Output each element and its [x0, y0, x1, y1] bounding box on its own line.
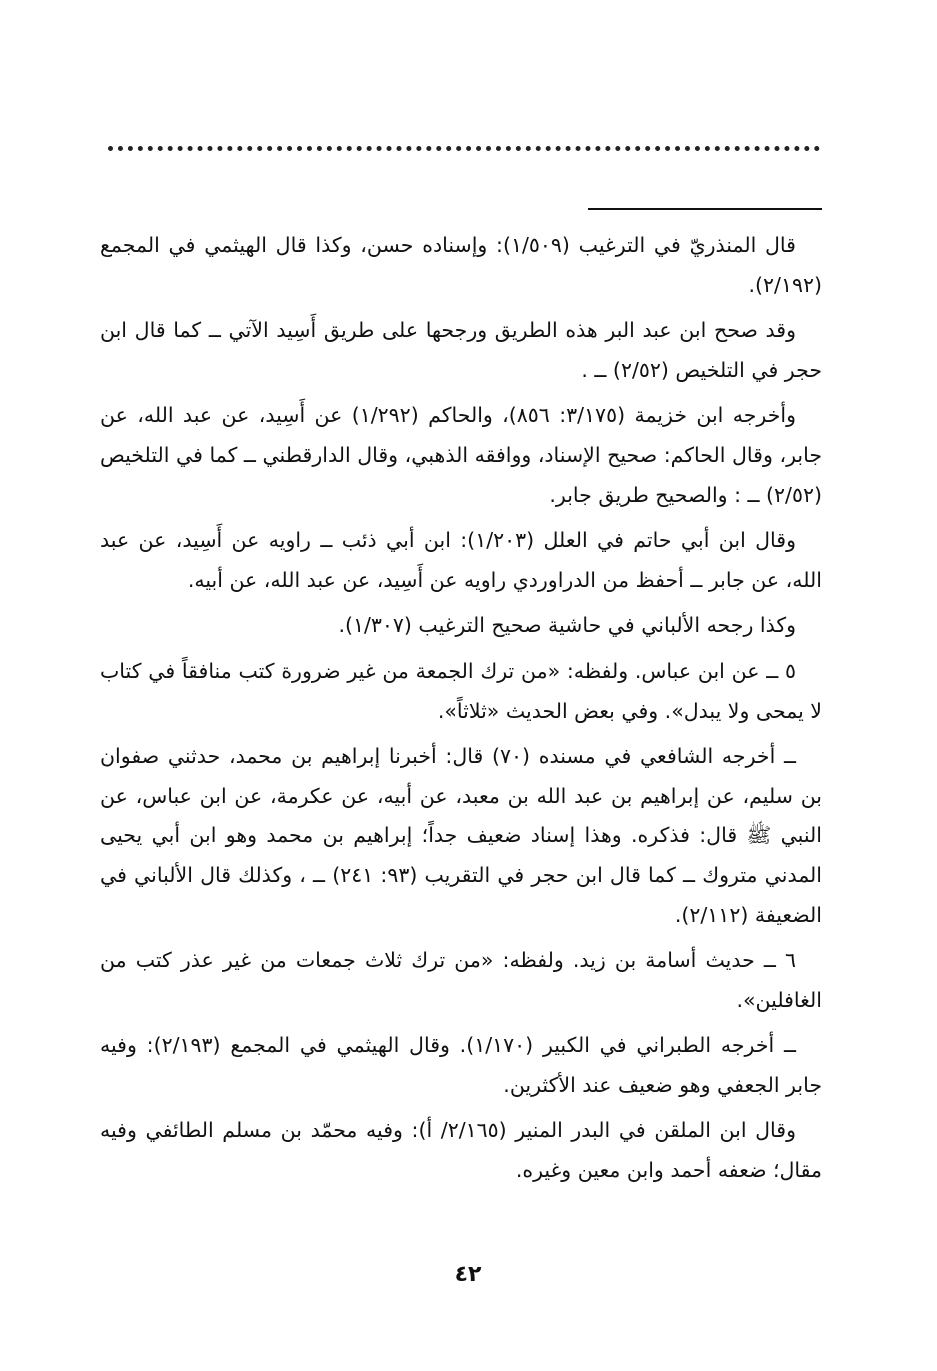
paragraph-shafii: ــ أخرجه الشافعي في مسنده (٧٠) قال: أخبرنا إبراهيم بن محمد، حدثني صفوان بن سليم، عن إبراهيم بن عبد الله بن معبد، عن أبيه، عن عكرمة، عن ابن عباس، عن النبي ﷺ قال: فذكره. وهذا إسناد ضعيف جداً؛ إبراهيم بن محمد وهو ابن أبي يحيى المدني متروك ــ كما قال ابن حجر في التقريب (٩٣: ٢٤١) ــ ، وكذلك قال الألباني في الضعيفة (٢/١١٢).	[100, 744, 822, 927]
footnote-text-block	[100, 226, 822, 1197]
paragraph-mundhiri: قال المنذريّ في الترغيب (١/٥٠٩): وإسناده حسن، وكذا قال الهيثمي في المجمع (٢/١٩٢).	[100, 233, 822, 297]
paragraph-ibn-abi-hatim: وقال ابن أبي حاتم في العلل (١/٢٠٣): ابن أبي ذئب ــ راويه عن أَسِيد، عن عبد الله، عن جابر ــ أحفظ من الدراوردي راويه عن أَسِيد، عن عبد الله، عن أبيه.	[100, 528, 822, 592]
paragraph-ibn-abd-al-barr: وقد صحح ابن عبد البر هذه الطريق ورجحها على طريق أَسِيد الآتي ــ كما قال ابن حجر في التلخيص (٢/٥٢) ــ .	[100, 318, 822, 382]
page-number: ٤٢	[454, 1262, 482, 1287]
paragraph-tabarani: ــ أخرجه الطبراني في الكبير (١/١٧٠). وقال الهيثمي في المجمع (٢/١٩٣): وفيه جابر الجعفي وهو ضعيف عند الأكثرين.	[100, 1033, 822, 1097]
paragraph-hadith-6: ٦ ــ حديث أسامة بن زيد. ولفظه: «من ترك ثلاث جمعات من غير عذر كتب من الغافلين».	[100, 948, 822, 1012]
dotted-separator	[108, 146, 820, 151]
paragraph-ibn-khuzayma: وأخرجه ابن خزيمة (٣/١٧٥: ٨٥٦)، والحاكم (١/٢٩٢) عن أَسِيد، عن عبد الله، عن جابر، وقال الحاكم: صحيح الإسناد، ووافقه الذهبي، وقال الدارقطني ــ كما في التلخيص (٢/٥٢) ــ : والصحيح طريق جابر.	[100, 403, 822, 507]
paragraph-albani: وكذا رجحه الألباني في حاشية صحيح الترغيب (١/٣٠٧).	[338, 613, 796, 638]
paragraph-hadith-5: ٥ ــ عن ابن عباس. ولفظه: «من ترك الجمعة من غير ضرورة كتب منافقاً في كتاب لا يمحى ولا يبدل». وفي بعض الحديث «ثلاثاً».	[100, 658, 822, 723]
paragraph-ibn-al-mulaqqin: وقال ابن الملقن في البدر المنير (٢/١٦٥/ أ): وفيه محمّد بن مسلم الطائفي وفيه مقال؛ ضعفه أحمد وابن معين وغيره.	[100, 1118, 822, 1183]
footnote-rule	[588, 208, 822, 210]
